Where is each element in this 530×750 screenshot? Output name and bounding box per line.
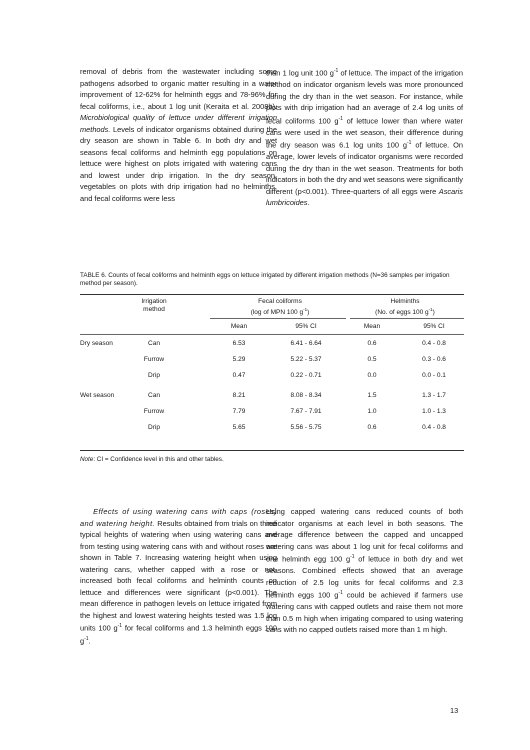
table-cell: Drip (148, 372, 160, 379)
table-cell: 0.0 (367, 372, 377, 379)
table-bottom-rule (80, 450, 464, 451)
section-heading-inline: Effects of using watering cans with caps (roses) and watering height. (80, 507, 277, 528)
col-header-fecal: Fecal coliforms (log of MPN 100 $g^{-1}$) (250, 298, 310, 317)
fecal-header-rule (210, 318, 346, 319)
table-top-rule (80, 294, 464, 295)
table-cell: Can (148, 392, 160, 399)
season-label: Dry season (80, 340, 113, 347)
table-cell: 6.41 - 6.64 (290, 340, 322, 347)
section-heading-inline: Microbiological quality of lettuce under different irrigation methods. (80, 113, 277, 134)
table-cell: 0.3 - 0.6 (422, 356, 446, 363)
column-1-text (80, 66, 277, 205)
column-2-text: than 1 log unit 100 $g^{-1}$ of lettuce. The impact of the irrigation method on indicator organism levels was more pronounced during the dry than in the wet season. For instance, while plots with drip irrigation had an average of 2.4 log units of fecal coliforms 100 $g^{-1}$ of lettuce lower than where water cans were used in the wet season, their difference during the dry season was 6.1 log units 100 $g^{-1}$ of lettuce. On average, lower levels of indicator organisms were recorded during the dry than in the wet season. Treatments for both indicators in both the dry and wet seasons were significantly different (p<0.001). Three-quarters of all eggs were Ascaris lumbricoides. (266, 68, 464, 208)
species-name: Ascaris lumbricoides (266, 186, 463, 208)
paragraph-text: Levels of indicator organisms obtained during the dry season are shown in Table 6. In both dry and wet seasons fecal coliforms and helminth egg populations on lettuce were highest on plots irrigated with watering cans and lowest under drip irrigation. In the dry season, vegetables on plots with drip irrigation had no helminths, and fecal coliforms were less (80, 124, 277, 204)
table-cell: 1.3 - 1.7 (422, 392, 446, 399)
table-cell: Furrow (143, 356, 165, 363)
subheader-mean: Mean (230, 323, 248, 330)
table-caption: TABLE 6. Counts of fecal coliforms and helminth eggs on lettuce irrigated by different irrigation methods (N=36 samples per irrigation method per season). (80, 272, 450, 288)
table-cell: 0.4 - 0.8 (422, 424, 446, 431)
table-note: Note: CI = Confidence level in this and other tables. (80, 456, 224, 463)
season-label: Wet season (80, 392, 115, 399)
table-cell: 1.0 - 1.3 (422, 408, 446, 415)
table-cell: 1.5 (367, 392, 377, 399)
col-header-method: Irrigation method (141, 298, 167, 313)
table-cell: Can (148, 340, 160, 347)
table-cell: 1.0 (367, 408, 377, 415)
page-number: 13 (450, 706, 459, 715)
table-cell: 8.21 (232, 392, 246, 399)
table-cell: 0.6 (367, 424, 377, 431)
col-header-helminths: Helminths (No. of eggs 100 $g^{-1}$) (375, 298, 435, 317)
paragraph-text: removal of debris from the wastewater including some pathogens adsorbed to organic matter resulting in a water improvement of 12-62% for helminth eggs and 78-96% for fecal coliforms, i.e., about 1 log unit (Keraita et al. 2008b). (80, 67, 277, 111)
table-cell: Drip (148, 424, 160, 431)
subheader-ci: 95% CI (295, 323, 317, 330)
table-cell: 0.4 - 0.8 (422, 340, 446, 347)
table-cell: 0.6 (367, 340, 377, 347)
subheader-ci-2: 95% CI (423, 323, 445, 330)
column-4-text: Using capped watering cans reduced counts of both indicator organisms at each level in both seasons. The average difference between the capped and uncapped watering cans was about 1 log unit for fecal coliforms and one helminth egg 100 $g^{-1}$ of lettuce in both dry and wet seasons. Combined effects showed that an average reduction of 2.5 log units for fecal coliforms and 2.3 helminth eggs 100 $g^{-1}$ could be achieved if farmers use watering cans with capped outlets and raise them not more than 0.5 m high when irrigating compared to using watering cans with no capped outlets raised more than 1 m high. (266, 507, 463, 635)
table-cell: 0.22 - 0.71 (290, 372, 322, 379)
table-cell: 6.53 (232, 340, 246, 347)
table-cell: 5.56 - 5.75 (290, 424, 322, 431)
table-cell: 7.67 - 7.91 (290, 408, 322, 415)
subheader-mean-2: Mean (363, 323, 381, 330)
table-cell: 0.0 - 0.1 (422, 372, 446, 379)
table-cell: 0.5 (367, 356, 377, 363)
table-cell: 0.47 (232, 372, 246, 379)
table-cell: 7.79 (232, 408, 246, 415)
table-cell: 5.22 - 5.37 (290, 356, 322, 363)
table-cell: 8.08 - 8.34 (290, 392, 322, 399)
helminth-header-rule (350, 318, 464, 319)
column-3-text: Effects of using watering cans with caps (roses) and watering height. Results obtained from trials on three typical heights of watering when using watering cans and from testing using watering cans with and without roses are shown in Table 7. Increasing watering height when using watering cans, whether capped with a rose or not, increased both fecal coliforms and helminth counts on lettuce and differences were significant (p<0.001). The mean difference in pathogen levels on lettuce irrigated from the highest and lowest watering heights tested was 1.5 log units 100 $g^{-1}$ for fecal coliforms and 1.3 helminth eggs 100 $g^{-1}$. (80, 507, 277, 646)
table-cell: 5.29 (232, 356, 246, 363)
table-cell: Furrow (143, 408, 165, 415)
table-header-rule (80, 334, 464, 335)
table-cell: 5.65 (232, 424, 246, 431)
